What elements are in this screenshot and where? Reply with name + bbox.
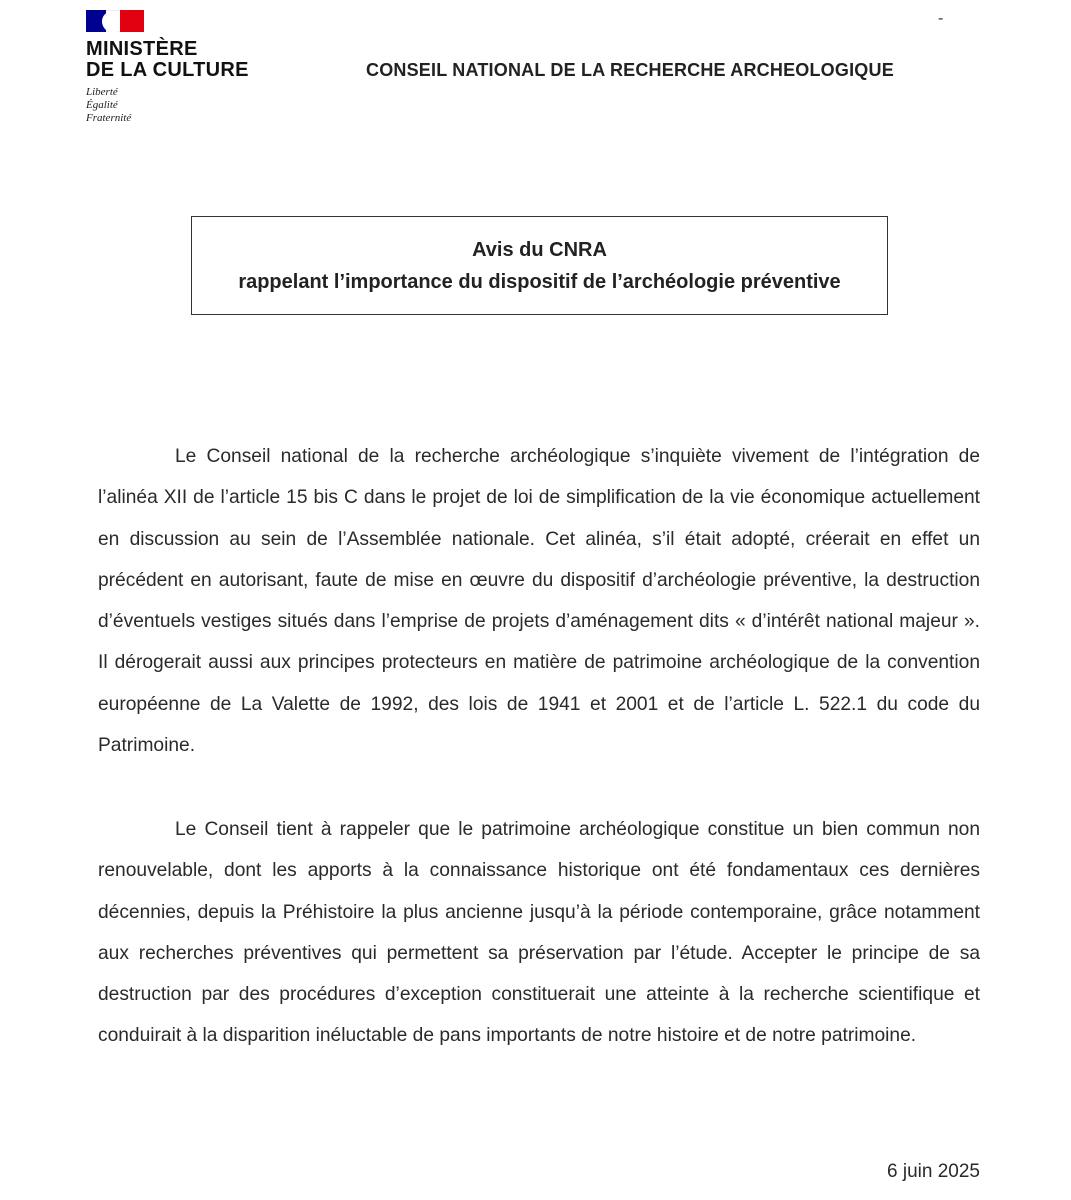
motto-liberte: Liberté bbox=[86, 86, 118, 98]
corner-mark: - bbox=[938, 10, 944, 27]
document-date: 6 juin 2025 bbox=[887, 1161, 980, 1182]
paragraph-1: Le Conseil national de la recherche archéologique s’inquiète vivement de l’intégration de l’alinéa XII de l’article 15 bis C dans le projet de loi de simplification de la vie économique actuellement en discussion au sein de l’Assemblée nationale. Cet alinéa, s’il était adopté, créerait en effet un précédent en autorisant, faute de mise en œuvre du dispositif d’archéologie préventive, la destruction d’éventuels vestiges situés dans l’emprise de projets d’aménagement dits « d’intérêt national majeur ». Il dérogerait aussi aux principes protecteurs en matière de patrimoine archéologique de la convention européenne de La Valette de 1992, des lois de 1941 et 2001 et de l’article L. 522.1 du code du Patrimoine. bbox=[98, 446, 980, 757]
marianne-flag-icon bbox=[86, 10, 144, 32]
document-title-line-2: rappelant l’importance du dispositif de l’archéologie préventive bbox=[238, 270, 841, 293]
ministry-name bbox=[86, 39, 286, 81]
council-heading: CONSEIL NATIONAL DE LA RECHERCHE ARCHEOLOGIQUE bbox=[366, 60, 894, 80]
document-title-line-1: Avis du CNRA bbox=[472, 238, 607, 261]
paragraph-2: Le Conseil tient à rappeler que le patrimoine archéologique constitue un bien commun non renouvelable, dont les apports à la connaissance historique ont été fondamentaux ces dernières décennies, depuis la Préhistoire la plus ancienne jusqu’à la période contemporaine, grâce notamment aux recherches préventives qui permettent sa préservation par l’étude. Accepter le principe de sa destruction par des procédures d’exception constituerait une atteinte à la recherche scientifique et conduirait à la disparition inéluctable de pans importants de notre histoire et de notre patrimoine. bbox=[98, 819, 980, 1047]
motto-egalite: Égalité bbox=[86, 99, 118, 111]
motto-fraternite: Fraternité bbox=[86, 112, 132, 124]
ministry-line-2: DE LA CULTURE bbox=[86, 59, 249, 81]
ministry-line-1: MINISTÈRE bbox=[86, 38, 198, 60]
ministry-logo bbox=[86, 10, 286, 125]
document-title-box bbox=[191, 216, 888, 315]
republic-motto bbox=[86, 86, 286, 125]
